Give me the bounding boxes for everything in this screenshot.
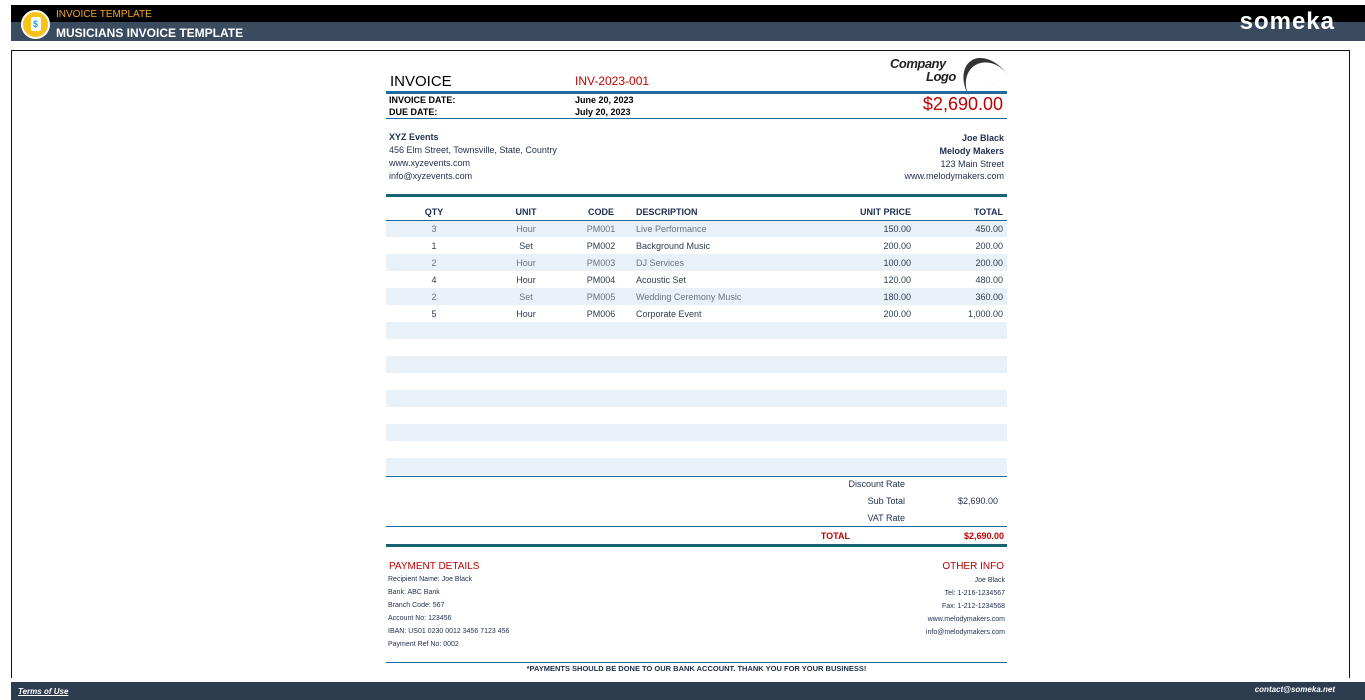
cell-unit[interactable]	[482, 339, 570, 356]
cell-code[interactable]	[570, 458, 632, 475]
cell-total[interactable]	[915, 322, 1007, 339]
cell-code[interactable]: PM006	[586, 308, 616, 319]
invoice-dollar-icon: $	[21, 10, 50, 39]
cell-code[interactable]	[570, 356, 632, 373]
cell-code[interactable]	[570, 407, 632, 424]
payment-recipient[interactable]: Recipient Name: Joe Black	[388, 576, 473, 583]
cell-unit-price[interactable]	[804, 373, 915, 390]
note-rule	[386, 662, 1007, 663]
subtotal-value: $2,690.00	[957, 496, 998, 506]
total-rule	[386, 526, 1007, 527]
header-rule	[386, 91, 1007, 94]
empty-table-row[interactable]	[386, 424, 1007, 441]
cell-description[interactable]	[632, 424, 804, 441]
empty-table-row[interactable]	[386, 441, 1007, 458]
cell-total[interactable]: 450.00	[915, 220, 1007, 237]
template-category: INVOICE TEMPLATE	[56, 9, 152, 20]
table-row[interactable]	[386, 271, 1007, 288]
cell-qty[interactable]	[386, 407, 482, 424]
cell-code[interactable]	[570, 322, 632, 339]
cell-unit-price[interactable]	[804, 322, 915, 339]
items-top-rule	[386, 194, 1007, 197]
table-row[interactable]	[386, 305, 1007, 322]
cell-description[interactable]	[632, 322, 804, 339]
cell-qty[interactable]: 3	[386, 220, 482, 237]
cell-unit-price[interactable]: 200.00	[883, 308, 911, 319]
other-website[interactable]: www.melodymakers.com	[927, 616, 1005, 623]
someka-logo[interactable]: someka	[1239, 8, 1335, 35]
cell-total[interactable]: 200.00	[975, 240, 1003, 251]
cell-unit[interactable]	[482, 356, 570, 373]
cell-description[interactable]: Live Performance	[632, 220, 804, 237]
cell-unit-price[interactable]: 180.00	[804, 288, 915, 305]
cell-total[interactable]	[915, 339, 1007, 356]
cell-description[interactable]: DJ Services	[632, 254, 804, 271]
table-row[interactable]	[386, 237, 1007, 254]
due-date-label: DUE DATE:	[389, 107, 438, 117]
cell-qty[interactable]	[386, 339, 482, 356]
other-fax[interactable]: Fax: 1-212-1234568	[941, 603, 1005, 610]
total-bottom-rule	[386, 544, 1007, 547]
cell-description[interactable]	[632, 458, 804, 475]
cell-description[interactable]: Acoustic Set	[636, 274, 687, 285]
cell-unit-price[interactable]	[804, 441, 915, 458]
cell-unit-price[interactable]	[804, 458, 915, 475]
payment-ref[interactable]: Payment Ref No: 0002	[388, 641, 459, 648]
due-date[interactable]: July 20, 2023	[575, 107, 631, 117]
cell-total[interactable]: 200.00	[915, 254, 1007, 271]
cell-code[interactable]: PM004	[586, 274, 616, 285]
cell-total[interactable]: 480.00	[975, 274, 1003, 285]
payment-bank[interactable]: Bank: ABC Bank	[388, 589, 440, 596]
cell-total[interactable]	[915, 407, 1007, 424]
cell-total[interactable]: 360.00	[915, 288, 1007, 305]
cell-description[interactable]	[632, 407, 804, 424]
col-qty: QTY	[386, 204, 482, 220]
cell-code[interactable]	[570, 390, 632, 407]
company-logo[interactable]: Company Logo	[886, 54, 1004, 90]
other-email[interactable]: info@melodymakers.com	[925, 629, 1005, 636]
cell-code[interactable]	[570, 441, 632, 458]
cell-qty[interactable]	[386, 441, 482, 458]
col-unit: UNIT	[482, 204, 570, 220]
payment-iban[interactable]: IBAN: US01 0230 0012 3456 7123 456	[388, 628, 510, 635]
payment-branch[interactable]: Branch Code: 567	[388, 602, 445, 609]
cell-unit-price[interactable]	[804, 407, 915, 424]
dates-rule	[386, 118, 1007, 119]
cell-description[interactable]: Corporate Event	[636, 308, 702, 319]
cell-total[interactable]	[915, 441, 1007, 458]
empty-table-row[interactable]	[386, 339, 1007, 356]
cell-total[interactable]	[915, 356, 1007, 373]
from-website[interactable]: www.xyzevents.com	[389, 158, 471, 168]
page-title: MUSICIANS INVOICE TEMPLATE	[56, 26, 244, 40]
cell-qty[interactable]	[386, 390, 482, 407]
cell-unit-price[interactable]: 120.00	[883, 274, 911, 285]
cell-code[interactable]: PM003	[570, 254, 632, 271]
terms-of-use-link[interactable]: Terms of Use	[18, 687, 69, 696]
cell-qty[interactable]: 2	[386, 288, 482, 305]
footer-bar	[11, 682, 1365, 700]
table-row[interactable]	[386, 220, 1007, 237]
empty-table-row[interactable]	[386, 390, 1007, 407]
col-total: TOTAL	[915, 204, 1007, 220]
title-bar-top	[11, 5, 1365, 22]
cell-code[interactable]	[570, 339, 632, 356]
subtotal-label: Sub Total	[867, 496, 905, 506]
cell-unit[interactable]	[482, 424, 570, 441]
cell-unit[interactable]: Hour	[482, 220, 570, 237]
payment-account[interactable]: Account No: 123456	[388, 615, 452, 622]
cell-code[interactable]	[570, 424, 632, 441]
items-bottom-rule	[386, 476, 1007, 477]
cell-unit-price[interactable]: 150.00	[804, 220, 915, 237]
cell-qty[interactable]	[386, 424, 482, 441]
invoice-amount: $2,690.00	[922, 94, 1003, 114]
total-value: $2,690.00	[963, 531, 1004, 541]
cell-total[interactable]	[915, 458, 1007, 475]
discount-label: Discount Rate	[848, 479, 905, 489]
empty-table-row[interactable]	[386, 356, 1007, 373]
cell-description[interactable]	[632, 373, 804, 390]
cell-unit-price[interactable]: 200.00	[883, 240, 911, 251]
cell-total[interactable]	[915, 424, 1007, 441]
cell-unit[interactable]	[482, 441, 570, 458]
invoice-heading: INVOICE	[390, 73, 452, 90]
other-tel[interactable]: Tel: 1-216-1234567	[944, 590, 1005, 597]
cell-unit-price[interactable]	[804, 339, 915, 356]
cell-code[interactable]: PM002	[586, 240, 616, 251]
invoice-document	[386, 50, 1007, 680]
to-name[interactable]: Joe Black	[961, 133, 1004, 143]
cell-unit[interactable]	[482, 407, 570, 424]
cell-total[interactable]	[915, 373, 1007, 390]
table-row[interactable]	[386, 288, 1007, 305]
cell-qty[interactable]: 5	[431, 308, 437, 319]
total-label: TOTAL	[820, 531, 850, 541]
table-header	[386, 204, 1007, 220]
cell-qty[interactable]	[386, 373, 482, 390]
empty-table-row[interactable]	[386, 373, 1007, 390]
cell-unit[interactable]: Hour	[516, 308, 536, 319]
cell-total[interactable]	[915, 390, 1007, 407]
cell-description[interactable]	[632, 339, 804, 356]
cell-qty[interactable]	[386, 356, 482, 373]
cell-code[interactable]: PM001	[570, 220, 632, 237]
empty-table-row[interactable]	[386, 407, 1007, 424]
contact-email-link[interactable]: contact@someka.net	[1254, 685, 1335, 694]
title-bar	[11, 5, 1365, 41]
cell-qty[interactable]: 1	[431, 240, 437, 251]
cell-unit[interactable]	[482, 322, 570, 339]
invoice-date[interactable]: June 20, 2023	[575, 95, 634, 105]
cell-unit[interactable]	[482, 390, 570, 407]
cell-description[interactable]: Wedding Ceremony Music	[632, 288, 804, 305]
cell-code[interactable]	[570, 373, 632, 390]
cell-unit[interactable]: Set	[482, 288, 570, 305]
cell-qty[interactable]	[386, 322, 482, 339]
cell-unit-price[interactable]	[804, 356, 915, 373]
from-name[interactable]: XYZ Events	[389, 132, 439, 142]
to-website[interactable]: www.melodymakers.com	[904, 171, 1004, 181]
cell-qty[interactable]: 4	[431, 274, 437, 285]
cell-unit[interactable]: Hour	[516, 274, 536, 285]
invoice-number[interactable]: INV-2023-001	[575, 74, 650, 88]
cell-unit[interactable]: Hour	[482, 254, 570, 271]
other-info-title: OTHER INFO	[942, 561, 1004, 572]
cell-description[interactable]: Background Music	[636, 240, 711, 251]
cell-description[interactable]	[632, 441, 804, 458]
to-address[interactable]: 123 Main Street	[940, 159, 1004, 169]
cell-unit-price[interactable]	[804, 424, 915, 441]
table-row[interactable]	[386, 254, 1007, 271]
cell-unit[interactable]: Set	[519, 240, 533, 251]
payment-details-title: PAYMENT DETAILS	[389, 561, 480, 572]
cell-qty[interactable]: 2	[386, 254, 482, 271]
cell-unit[interactable]	[482, 458, 570, 475]
cell-code[interactable]: PM005	[570, 288, 632, 305]
cell-unit[interactable]	[482, 373, 570, 390]
empty-table-row[interactable]	[386, 458, 1007, 475]
cell-qty[interactable]	[386, 458, 482, 475]
invoice-date-label: INVOICE DATE:	[389, 95, 456, 105]
other-name[interactable]: Joe Black	[974, 577, 1005, 584]
cell-description[interactable]	[632, 390, 804, 407]
payment-note: *PAYMENTS SHOULD BE DONE TO OUR BANK ACCOUNT. THANK YOU FOR YOUR BUSINESS!	[526, 664, 867, 673]
items-body	[386, 220, 1007, 475]
col-description: DESCRIPTION	[632, 204, 804, 220]
cell-unit-price[interactable]: 100.00	[804, 254, 915, 271]
cell-total[interactable]: 1,000.00	[967, 308, 1003, 319]
cell-unit-price[interactable]	[804, 390, 915, 407]
to-company[interactable]: Melody Makers	[939, 146, 1004, 156]
empty-table-row[interactable]	[386, 322, 1007, 339]
from-email[interactable]: info@xyzevents.com	[389, 171, 473, 181]
items-table	[386, 204, 1007, 475]
vat-label: VAT Rate	[867, 513, 905, 523]
cell-description[interactable]	[632, 356, 804, 373]
from-address[interactable]: 456 Elm Street, Townsville, State, Country	[389, 145, 557, 155]
col-code: CODE	[570, 204, 632, 220]
col-unit-price: UNIT PRICE	[804, 204, 915, 220]
